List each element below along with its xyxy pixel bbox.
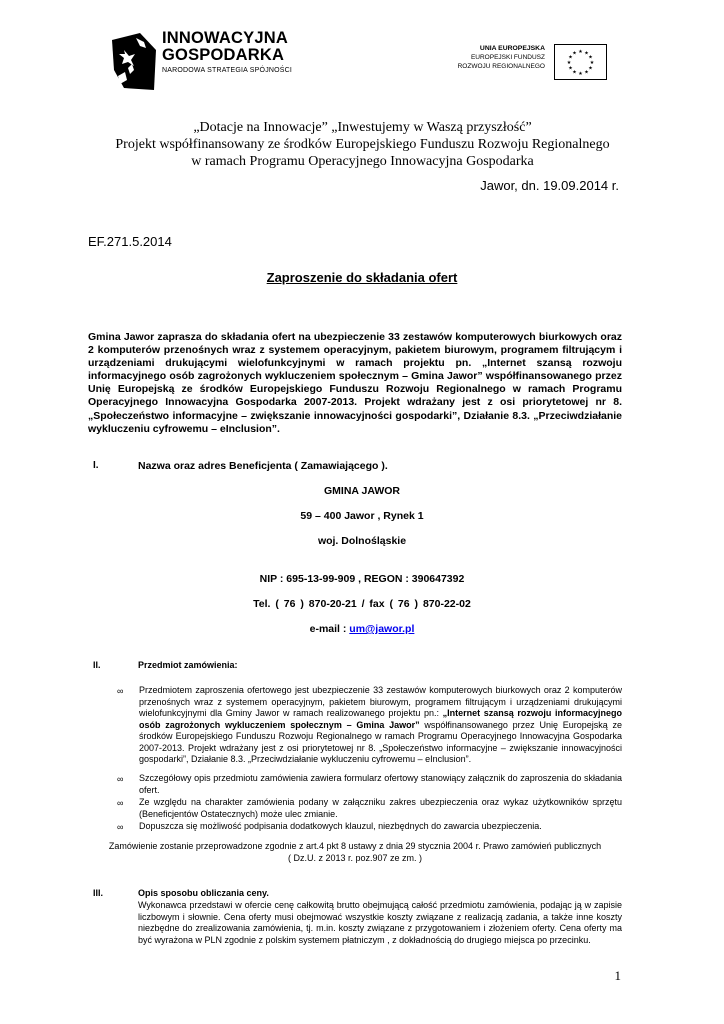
eu-line1: UNIA EUROPEJSKA: [479, 45, 545, 52]
svg-text:★: ★: [566, 60, 572, 66]
section2-title: Przedmiot zamówienia:: [138, 660, 238, 670]
innowacyjna-gospodarka-logo: [110, 30, 310, 92]
svg-text:★: ★: [588, 54, 593, 61]
header-line2: Projekt współfinansowany ze środków Europejskiego Funduszu Rozwoju Regionalnego: [115, 137, 610, 152]
logo-title-line2: GOSPODARKA: [162, 46, 285, 64]
svg-text:★: ★: [584, 69, 589, 76]
svg-text:★: ★: [568, 54, 573, 61]
logo-subtitle: NARODOWA STRATEGIA SPÓJNOŚCI: [162, 67, 293, 74]
svg-text:★: ★: [568, 65, 573, 72]
beneficiary-address: 59 – 400 Jawor , Rynek 1: [300, 510, 424, 522]
header-line1: „Dotacje na Innowacje” „Inwestujemy w Waszą przyszłość”: [193, 120, 532, 135]
logo-title: [162, 30, 288, 64]
bullet-icon: ∞: [117, 686, 124, 696]
beneficiary-name: GMINA JAWOR: [323, 485, 401, 497]
eu-line2: EUROPEJSKI FUNDUSZ: [470, 54, 545, 61]
beneficiary-region: woj. Dolnośląskie: [317, 535, 407, 547]
section1-title: Nazwa oraz adres Beneficjenta ( Zamawiającego ).: [138, 460, 388, 472]
reference-number: EF.271.5.2014: [88, 234, 172, 249]
note-line1: Zamówienie zostanie przeprowadzone zgodnie z art.4 pkt 8 ustawy z dnia 29 stycznia 2004 r. Prawo zamówień publicznych: [108, 841, 602, 851]
section2-number: II.: [93, 660, 101, 670]
section3-title: Opis sposobu obliczania ceny.: [138, 888, 269, 898]
eu-flag-icon: [554, 44, 607, 80]
eu-logo-text: [458, 44, 545, 71]
svg-text:★: ★: [578, 49, 583, 55]
svg-text:★: ★: [589, 60, 595, 66]
eu-logo: [452, 44, 607, 80]
project-header: [100, 119, 625, 170]
bullet-icon: ∞: [117, 798, 124, 808]
svg-text:★: ★: [584, 50, 589, 57]
section3-text: Wykonawca przedstawi w ofercie cenę całkowitą brutto obejmującą całość przedmiotu zamówienia, podając ją w zapisie liczbowym i słownie. Cena oferty musi obejmować wszystkie koszty związane z realizacją zadania, a także inne koszty niezbędne do zrealizowania zamówienia, tj. m.in. koszty związane z przygotowaniem i złożeniem oferty. Cena oferty ma być wyrażona w PLN zgodnie z polskim systemem płatniczym , z dokładnością do drugiego miejsca po przecinku.: [138, 900, 622, 945]
svg-text:★: ★: [572, 50, 577, 57]
logo-title-line1: INNOWACYJNA: [162, 29, 288, 47]
eu-line3: ROZWOJU REGIONALNEGO: [457, 63, 545, 70]
section2-bullet-3: Ze względu na charakter zamówienia podany w załączniku zakres ubezpieczenia oraz wykaz użytkowników sprzętu (Beneficjentów Ostatecznych) może ulec zmianie.: [139, 797, 622, 819]
beneficiary-email-line: [0, 623, 724, 635]
page-number: 1: [614, 968, 621, 983]
note-line2: ( Dz.U. z 2013 r. poz.907 ze zm. ): [287, 852, 423, 863]
svg-text:★: ★: [572, 69, 577, 76]
beneficiary-nip-regon: NIP : 695-13-99-909 , REGON : 390647392: [259, 573, 465, 585]
legal-basis-note: [88, 841, 622, 864]
place-date: Jawor, dn. 19.09.2014 r.: [480, 178, 619, 193]
ig-emblem-icon: [110, 30, 158, 92]
document-title: Zaproszenie do składania ofert: [266, 270, 458, 285]
email-label: e-mail :: [309, 623, 347, 635]
section3-number: III.: [93, 888, 104, 898]
section2-bullet-1: Przedmiotem zaproszenia ofertowego jest ubezpieczenie 33 zestawów komputerowych biurkowych oraz 2 komputerów przenośnych wraz z systemem operacyjnym, pakietem biurowym, programem filtrującym i urządzeniami drukującymi wielofunkcyjnymi dla Gminy Jawor w ramach realizowanego projektu pn.: „Internet szansą rozwoju informacyjnego osób zagrożonych wykluczeniem społecznym – Gmina Jawor” współfinansowanego przez Unię Europejską ze środków Europejskiego Funduszu Rozwoju Regionalnego w ramach Programu Operacyjnego Innowacyjna Gospodarka 2007-2013. Projekt wdrażany jest z osi priorytetowej nr 8. „Społeczeństwo informacyjne – zwiększanie innowacyjności gospodarki”, Działanie 8.3. „Przeciwdziałanie wykluczeniu cyfrowemu – eInclusion”.: [139, 685, 622, 764]
email-link[interactable]: um@jawor.pl: [349, 623, 415, 635]
bullet-icon: ∞: [117, 774, 124, 784]
svg-text:★: ★: [578, 71, 583, 77]
section2-bullet-4: Dopuszcza się możliwość podpisania dodatkowych klauzul, niezbędnych do zawarcia ubezpieczenia.: [139, 821, 542, 831]
beneficiary-phone-fax: Tel. ( 76 ) 870-20-21 / fax ( 76 ) 870-22-02: [253, 598, 471, 610]
bullet-icon: ∞: [117, 822, 124, 832]
section2-bullet-2: Szczegółowy opis przedmiotu zamówienia zawiera formularz ofertowy stanowiący załącznik do zaproszenia do składania ofert.: [139, 773, 622, 795]
header-line3: w ramach Programu Operacyjnego Innowacyjna Gospodarka: [191, 154, 534, 169]
intro-paragraph: Gmina Jawor zaprasza do składania ofert na ubezpieczenie 33 zestawów komputerowych biurkowych oraz 2 komputerów przenośnych wraz z systemem operacyjnym, pakietem biurowym, programem filtrującym i urządzeniami drukującymi wielofunkcyjnymi w ramach projektu pn. „Internet szansą rozwoju informacyjnego osób zagrożonych wykluczeniem społecznym – Gmina Jawor” współfinansowanego przez Unię Europejską ze środków Europejskiego Funduszu Rozwoju Regionalnego w ramach Programu Operacyjnego Innowacyjna Gospodarka 2007-2013. Projekt wdrażany jest z osi priorytetowej nr 8. „Społeczeństwo informacyjne – zwiększanie innowacyjności gospodarki”, Działanie 8.3. „Przeciwdziałanie wykluczeniu cyfrowemu – eInclusion”.: [88, 331, 622, 435]
svg-text:★: ★: [588, 65, 593, 72]
section1-number: I.: [93, 460, 99, 471]
